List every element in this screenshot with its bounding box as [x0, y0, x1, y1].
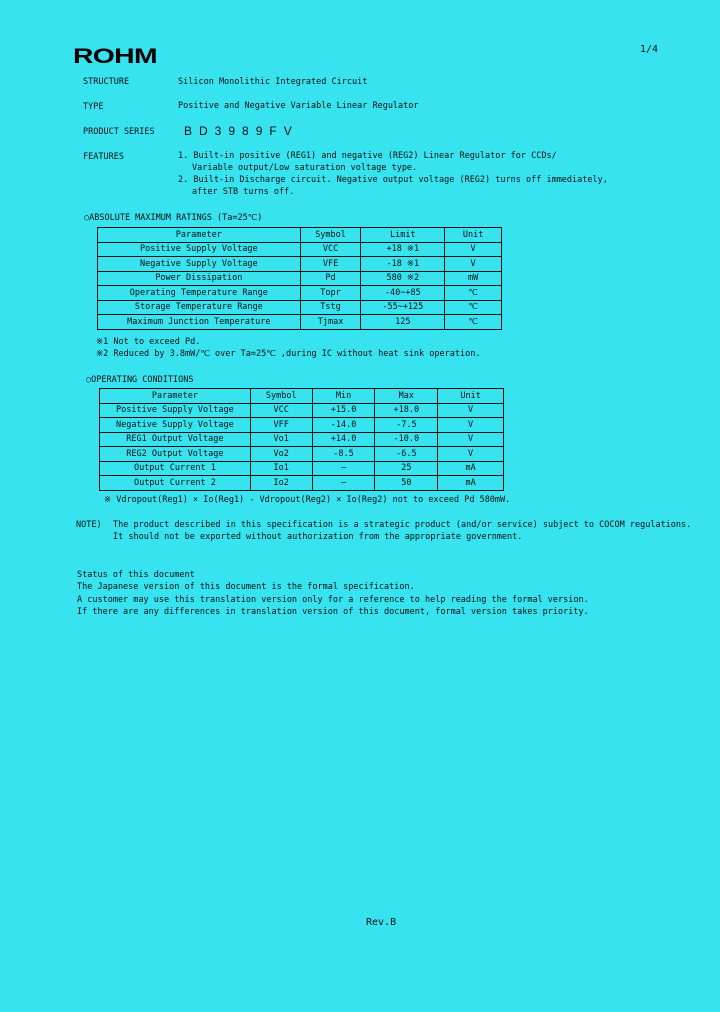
header-cell: Symbol — [300, 228, 361, 243]
table-header-row — [100, 389, 504, 404]
cell: — — [312, 461, 375, 476]
feature-line: after STB turns off. — [192, 187, 295, 197]
cell: Vo1 — [250, 432, 312, 447]
feature-line: Variable output/Low saturation voltage type. — [192, 163, 418, 173]
cell: ℃ — [445, 315, 502, 330]
header-cell: Min — [312, 389, 375, 404]
cell: V — [438, 418, 504, 433]
cell: V — [445, 242, 502, 257]
revision: Rev.B — [366, 917, 397, 928]
footnote: ※1 Not to exceed Pd. — [96, 337, 201, 347]
status-line: The Japanese version of this document is the formal specification. — [77, 582, 415, 592]
cell: VFE — [300, 257, 361, 272]
cell: V — [438, 432, 504, 447]
cell: Io2 — [250, 476, 312, 491]
cell: -18 ※1 — [361, 257, 445, 272]
page-number: 1/4 — [640, 44, 659, 55]
feature-line: 1. Built-in positive (REG1) and negative (REG2) Linear Regulator for CCDs/ — [178, 151, 557, 161]
cell: REG2 Output Voltage — [100, 447, 251, 462]
cell: Power Dissipation — [98, 271, 301, 286]
operating-conditions-table — [99, 388, 504, 491]
cell: -8.5 — [312, 447, 375, 462]
cell: -55~+125 — [361, 300, 445, 315]
type-label: TYPE — [83, 102, 104, 112]
cell: Io1 — [250, 461, 312, 476]
table-row — [98, 257, 502, 272]
table-row — [100, 403, 504, 418]
header-cell: Symbol — [250, 389, 312, 404]
cell: VCC — [250, 403, 312, 418]
cell: -6.5 — [375, 447, 438, 462]
cell: Negative Supply Voltage — [100, 418, 251, 433]
header-cell: Parameter — [98, 228, 301, 243]
note-line: The product described in this specification is a strategic product (and/or service) subject to COCOM regulations. — [113, 520, 692, 530]
cell: +18.0 — [375, 403, 438, 418]
cell: V — [438, 403, 504, 418]
cell: ℃ — [445, 286, 502, 301]
abs-max-title: ○ABSOLUTE MAXIMUM RATINGS (Ta=25℃) — [84, 213, 263, 223]
table-row — [100, 418, 504, 433]
cell: Topr — [300, 286, 361, 301]
cell: Positive Supply Voltage — [100, 403, 251, 418]
note-label: NOTE) — [76, 520, 102, 530]
cell: REG1 Output Voltage — [100, 432, 251, 447]
structure-value: Silicon Monolithic Integrated Circuit — [178, 77, 368, 87]
table-row — [100, 461, 504, 476]
cell: 25 — [375, 461, 438, 476]
status-line: If there are any differences in translation version of this document, formal version takes priority. — [77, 607, 589, 617]
cell: Pd — [300, 271, 361, 286]
cell: Output Current 2 — [100, 476, 251, 491]
table-header-row — [98, 228, 502, 243]
cell: -40~+85 — [361, 286, 445, 301]
cell: Vo2 — [250, 447, 312, 462]
header-cell: Unit — [445, 228, 502, 243]
status-line: A customer may use this translation version only for a reference to help reading the formal version. — [77, 595, 589, 605]
type-value: Positive and Negative Variable Linear Regulator — [178, 101, 419, 111]
cell: V — [438, 447, 504, 462]
note-line: It should not be exported without authorization from the appropriate government. — [113, 532, 523, 542]
abs-max-table — [97, 227, 502, 330]
table-row — [100, 447, 504, 462]
cell: Storage Temperature Range — [98, 300, 301, 315]
cell: mA — [438, 476, 504, 491]
cell: Maximum Junction Temperature — [98, 315, 301, 330]
cell: -14.0 — [312, 418, 375, 433]
operating-conditions-title: ○OPERATING CONDITIONS — [86, 375, 194, 385]
header-cell: Max — [375, 389, 438, 404]
table-row — [100, 476, 504, 491]
cell: 50 — [375, 476, 438, 491]
cell: Positive Supply Voltage — [98, 242, 301, 257]
cell: -7.5 — [375, 418, 438, 433]
cell: VFF — [250, 418, 312, 433]
features-label: FEATURES — [83, 152, 124, 162]
cell: — — [312, 476, 375, 491]
cell: Tstg — [300, 300, 361, 315]
table-row — [98, 300, 502, 315]
header-cell: Unit — [438, 389, 504, 404]
cell: +14.0 — [312, 432, 375, 447]
header-cell: Limit — [361, 228, 445, 243]
footnote: ※ Vdropout(Reg1) × Io(Reg1) - Vdropout(Reg2) × Io(Reg2) not to exceed Pd 580mW. — [104, 495, 511, 505]
footnote: ※2 Reduced by 3.8mW/℃ over Ta=25℃ ,during IC without heat sink operation. — [96, 349, 481, 359]
cell: 125 — [361, 315, 445, 330]
rohm-logo: ROHM — [73, 45, 157, 68]
status-title: Status of this document — [77, 570, 195, 580]
table-row — [98, 315, 502, 330]
table-row — [98, 286, 502, 301]
cell: V — [445, 257, 502, 272]
table-row — [98, 242, 502, 257]
feature-line: 2. Built-in Discharge circuit. Negative output voltage (REG2) turns off immediately, — [178, 175, 608, 185]
table-row — [98, 271, 502, 286]
series-value: BD3989FV — [184, 124, 299, 138]
cell: Negative Supply Voltage — [98, 257, 301, 272]
cell: -10.0 — [375, 432, 438, 447]
cell: ℃ — [445, 300, 502, 315]
table-row — [100, 432, 504, 447]
cell: +18 ※1 — [361, 242, 445, 257]
cell: Tjmax — [300, 315, 361, 330]
series-label: PRODUCT SERIES — [83, 127, 155, 137]
cell: mW — [445, 271, 502, 286]
cell: Operating Temperature Range — [98, 286, 301, 301]
cell: VCC — [300, 242, 361, 257]
cell: Output Current 1 — [100, 461, 251, 476]
header-cell: Parameter — [100, 389, 251, 404]
cell: 580 ※2 — [361, 271, 445, 286]
structure-label: STRUCTURE — [83, 77, 130, 87]
cell: mA — [438, 461, 504, 476]
cell: +15.0 — [312, 403, 375, 418]
